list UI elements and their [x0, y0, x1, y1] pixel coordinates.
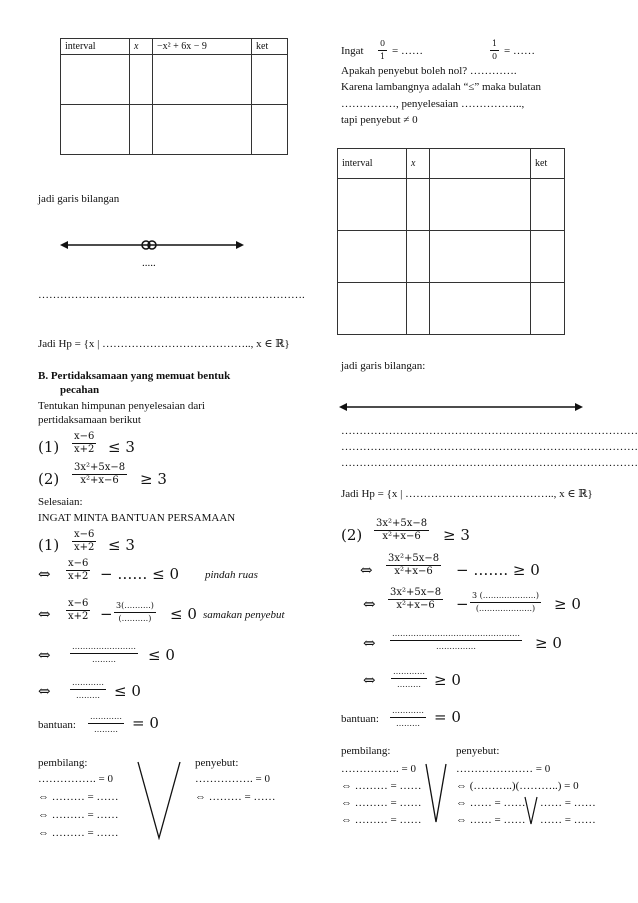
step-4-fraction-right [391, 666, 427, 691]
solution-1-fraction [72, 529, 96, 554]
iff-symbol: ⇔ [38, 646, 51, 664]
pembilang-line: ⇔ ……… = …… [38, 827, 119, 839]
ingat-fraction-1-value: = …… [392, 45, 423, 57]
table-header: ket [252, 39, 288, 55]
step-2-fraction-2 [114, 600, 156, 625]
fraction-denominator: 0 [492, 52, 498, 61]
pembilang-line: ⇔ ……… = …… [341, 814, 422, 826]
bantuan-relation: = 0 [132, 714, 159, 732]
fraction-numerator: 3(……….) [114, 600, 156, 613]
fraction-denominator: ……… [396, 719, 420, 728]
step-3-relation: ≤ 0 [148, 646, 175, 664]
fraction-numerator: 3x²+5x−8 [74, 462, 126, 473]
answer-dots-line: ……………………………………………………………………… [341, 457, 638, 469]
intro-text: Tentukan himpunan penyelesaian dari [38, 400, 205, 412]
problem-2-relation: ≥ 3 [140, 470, 167, 488]
penyebut-right-line: …… = …… [540, 814, 596, 826]
table-header: interval [338, 149, 407, 179]
iff-symbol: ⇔ [38, 605, 51, 623]
fraction-numerator: ………… [390, 705, 426, 718]
table-header: interval [61, 39, 130, 55]
fraction-denominator: x+2 [68, 571, 89, 582]
question-line: tapi penyebut ≠ 0 [341, 114, 418, 126]
fraction-numerator: 1 [490, 38, 499, 51]
ingat-fraction-2-value: = …… [504, 45, 535, 57]
table-header: ket [531, 149, 565, 179]
step-2-relation: ≤ 0 [170, 605, 197, 623]
fraction-denominator: ……… [94, 725, 118, 734]
step-3-fraction-right [390, 628, 522, 653]
iff-symbol: ⇔ [360, 561, 373, 579]
iff-symbol: ⇔ [363, 595, 376, 613]
solution-1-label: (1) [38, 536, 60, 554]
step-3-fraction [70, 641, 138, 666]
fraction-denominator: x²+x−6 [80, 475, 119, 486]
hp-answer-line-2: Jadi Hp = {x | ………………………………….., x ∈ ℝ} [341, 488, 593, 500]
penyebut-label: penyebut: [195, 757, 239, 769]
fraction-denominator: 1 [380, 52, 386, 61]
step-2-relation-right: ≥ 0 [554, 595, 581, 613]
problem-1-fraction [72, 431, 96, 456]
problem-2-relation-right: ≥ 3 [443, 526, 470, 544]
pembilang-label-right: pembilang: [341, 745, 391, 757]
ingat-fraction-1 [378, 38, 387, 63]
solution-1-relation: ≤ 3 [108, 536, 135, 554]
fraction-numerator: x−6 [68, 558, 89, 569]
step-1-fraction-right [386, 553, 441, 578]
bantuan-fraction [88, 711, 124, 736]
ingat-minta-label: INGAT MINTA BANTUAN PERSAMAAN [38, 512, 236, 524]
fraction-numerator: 3 (………………..) [470, 590, 541, 603]
fraction-denominator: (……….) [118, 614, 152, 623]
problem-1-label: (1) [38, 438, 60, 456]
fraction-numerator: ………… [70, 677, 106, 690]
table-interval-2 [337, 148, 565, 335]
step-1-rest-right: − ……. ≥ 0 [456, 561, 540, 579]
problem-2-fraction-right [374, 518, 429, 543]
step-2-fraction-right [388, 587, 443, 612]
question-line: ……………, penyelesaian …………….., [341, 98, 525, 110]
note-pindah-ruas: pindah ruas [205, 569, 258, 581]
bantuan-fraction-right [390, 705, 426, 730]
pembilang-line: ⇔ ……… = …… [341, 797, 422, 809]
fraction-numerator: x−6 [74, 529, 95, 540]
pembilang-line: ⇔ ……… = …… [38, 809, 119, 821]
note-samakan-penyebut: samakan penyebut [203, 609, 285, 621]
fraction-denominator: (………………..) [475, 604, 536, 613]
fraction-numerator: 0 [378, 38, 387, 51]
garis-label-2: jadi garis bilangan: [341, 360, 426, 372]
number-line-2 [339, 400, 583, 416]
fraction-denominator: x+2 [68, 611, 89, 622]
table-interval-1 [60, 38, 288, 155]
fraction-denominator: ……… [397, 680, 421, 689]
penyebut-line: ……………. = 0 [195, 773, 270, 785]
union-symbol [424, 762, 448, 824]
bantuan-label: bantuan: [38, 719, 76, 731]
fraction-numerator: ………… [88, 711, 124, 724]
fraction-numerator: ………… [391, 666, 427, 679]
iff-symbol: ⇔ [363, 634, 376, 652]
section-b-title: B. Pertidaksamaan yang memuat bentuk [38, 370, 231, 382]
pembilang-line: ……………. = 0 [341, 763, 416, 775]
table-header: x [130, 39, 153, 55]
problem-2-fraction [72, 462, 127, 487]
fraction-numerator: x−6 [68, 598, 89, 609]
ingat-fraction-2 [490, 38, 499, 63]
number-line-point-label: ..... [142, 257, 156, 269]
problem-2-label-right: (2) [341, 526, 363, 544]
step-1-rest: − …… ≤ 0 [100, 565, 179, 583]
answer-dots-line: ……………………………………………………………………… [341, 441, 638, 453]
intro-text-cont: pertidaksamaan berikut [38, 414, 141, 426]
iff-symbol: ⇔ [38, 565, 51, 583]
penyebut-line: ⇔ …… = …… [456, 797, 526, 809]
answer-dots-line: ………………………………………………………………. [38, 289, 305, 301]
fraction-denominator: x+2 [74, 444, 95, 455]
number-line-1 [60, 236, 244, 256]
bantuan-label-right: bantuan: [341, 713, 379, 725]
fraction-denominator: x+2 [74, 542, 95, 553]
fraction-numerator: 3x²+5x−8 [390, 587, 442, 598]
fraction-denominator: …………… [436, 642, 476, 651]
garis-label: jadi garis bilangan [38, 193, 120, 205]
fraction-numerator: 3x²+5x−8 [376, 518, 428, 529]
step-2-fraction [66, 598, 90, 623]
step-4-relation-right: ≥ 0 [434, 671, 461, 689]
penyebut-line: ⇔ (………..)(………..) = 0 [456, 780, 579, 792]
penyebut-line: ⇔ …… = …… [456, 814, 526, 826]
fraction-denominator: ……… [92, 655, 116, 664]
step-3-relation-right: ≥ 0 [535, 634, 562, 652]
penyebut-line: ⇔ ……… = …… [195, 791, 276, 803]
step-4-relation: ≤ 0 [114, 682, 141, 700]
table-header [430, 149, 531, 179]
pembilang-line: ⇔ ……… = …… [38, 791, 119, 803]
bantuan-relation-right: = 0 [434, 708, 461, 726]
table-header: x [407, 149, 430, 179]
iff-symbol: ⇔ [38, 682, 51, 700]
question-line: Apakah penyebut boleh nol? …………. [341, 65, 517, 77]
fraction-denominator: x²+x−6 [396, 600, 435, 611]
union-symbol [524, 796, 538, 826]
minus-sign: − [100, 605, 113, 623]
pembilang-line: ……………. = 0 [38, 773, 113, 785]
section-b-title-cont: pecahan [60, 384, 100, 396]
minus-sign: − [456, 595, 469, 613]
penyebut-label-right: penyebut: [456, 745, 500, 757]
table-header: −x² + 6x − 9 [153, 39, 252, 55]
step-4-fraction [70, 677, 106, 702]
step-1-fraction [66, 558, 90, 583]
step-2-fraction-2-right [470, 590, 541, 615]
fraction-denominator: x²+x−6 [394, 566, 433, 577]
union-symbol [136, 760, 182, 840]
fraction-numerator: ………………………………………… [390, 628, 522, 641]
iff-symbol: ⇔ [363, 671, 376, 689]
problem-1-relation: ≤ 3 [108, 438, 135, 456]
hp-answer-line: Jadi Hp = {x | ………………………………….., x ∈ ℝ} [38, 338, 290, 350]
penyebut-right-line: …… = …… [540, 797, 596, 809]
question-line: Karena lambangnya adalah “≤” maka bulatan [341, 81, 541, 93]
fraction-numerator: …………………… [70, 641, 138, 654]
selesaian-label: Selesaian: [38, 496, 83, 508]
ingat-label: Ingat [341, 45, 364, 57]
pembilang-line: ⇔ ……… = …… [341, 780, 422, 792]
fraction-numerator: 3x²+5x−8 [388, 553, 440, 564]
problem-2-label: (2) [38, 470, 60, 488]
fraction-denominator: ……… [76, 691, 100, 700]
fraction-denominator: x²+x−6 [382, 531, 421, 542]
answer-dots-line: ……………………………………………………………………… [341, 425, 638, 437]
fraction-numerator: x−6 [74, 431, 95, 442]
penyebut-line: ………………… = 0 [456, 763, 551, 775]
pembilang-label: pembilang: [38, 757, 88, 769]
